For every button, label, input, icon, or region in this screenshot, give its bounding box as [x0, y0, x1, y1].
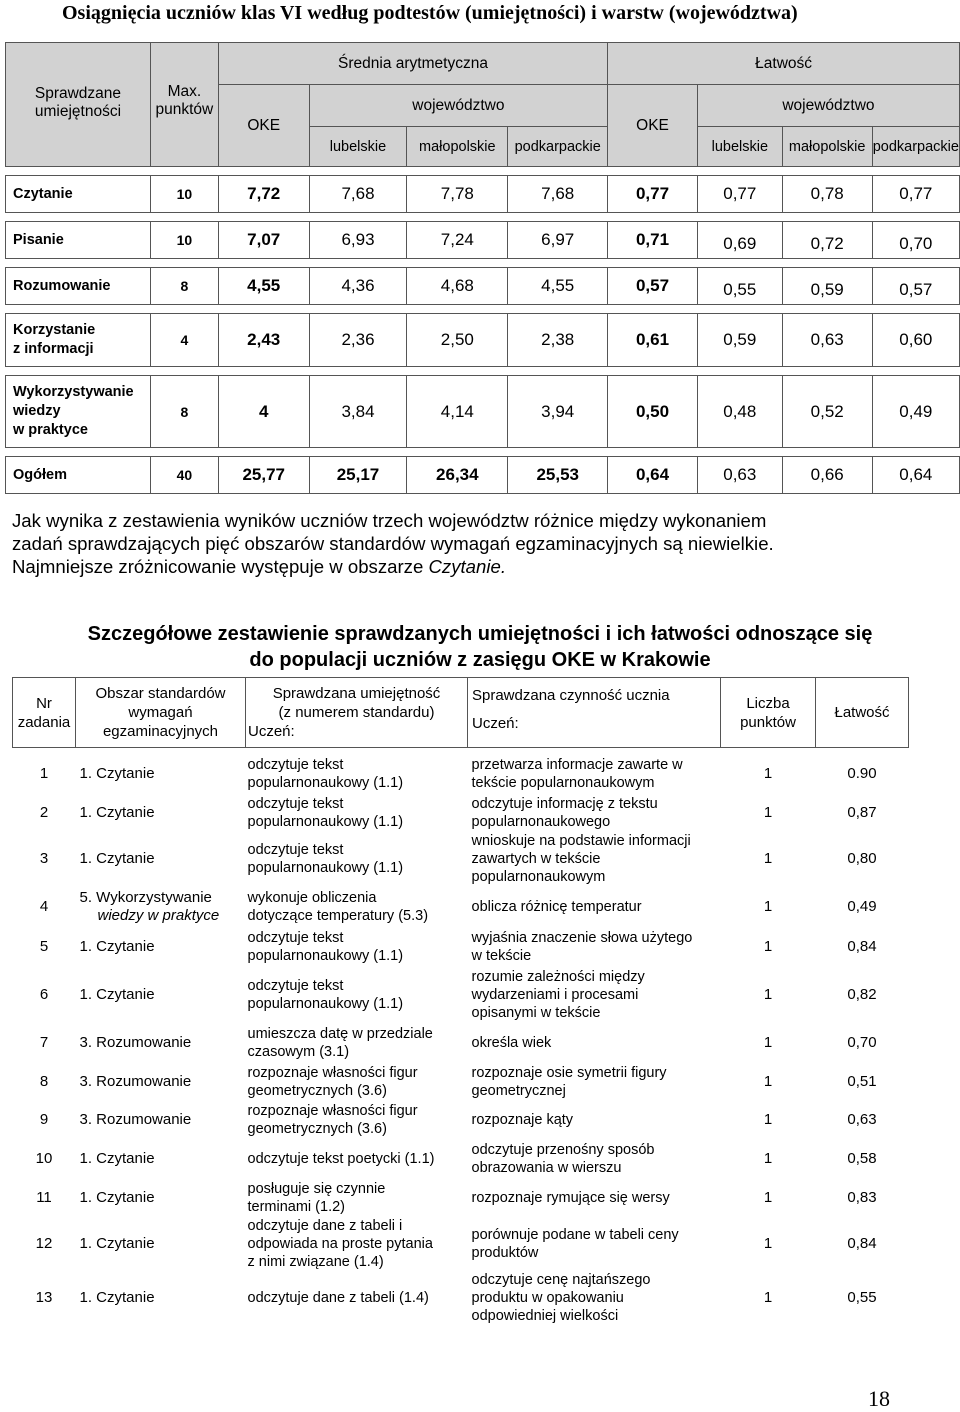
task-number: 8	[39, 1072, 49, 1090]
ease-value: 0,63	[697, 457, 782, 494]
checked-skill: rozpoznaje własności figur geometrycznych (3.6)	[247, 1064, 418, 1099]
oke-ease: 0,77	[608, 176, 698, 213]
mean-value: 4,55	[508, 268, 608, 305]
summary-paragraph: Jak wynika z zestawienia wyników uczniów trzech województw różnice między wykonaniem zadań sprawdzających pięć obszarów standardów wymagań egzaminacyjnych są niewielkie. Najmniejsze zróżnicowanie występuje w obszarze Czytanie.	[12, 510, 774, 577]
header-oke-mean: OKE	[218, 85, 309, 167]
ease-value: 0,87	[847, 803, 877, 821]
checked-skill: odczytuje tekst popularnonaukowy (1.1)	[247, 756, 404, 791]
standards-area: 1. Czytanie	[79, 1188, 155, 1206]
header-skills: Sprawdzane umiejętności	[6, 43, 151, 167]
checked-skill: odczytuje tekst popularnonaukowy (1.1)	[247, 842, 404, 876]
header-skill: Sprawdzana umiejętność (z numerem standardu) Uczeń:	[246, 678, 468, 748]
ease-value: 0,60	[872, 314, 959, 367]
ease-value: 0,72	[782, 222, 872, 259]
ease-value: 0,77	[872, 176, 959, 213]
student-activity: przetwarza informacje zawarte w tekście popularnonaukowym	[471, 756, 683, 791]
table-row	[13, 754, 909, 794]
oke-mean: 7,07	[218, 222, 309, 259]
student-activity: rozpoznaje rymujące się wersy	[471, 1189, 670, 1206]
mean-value: 7,78	[407, 176, 508, 213]
ease-value: 0,52	[782, 376, 872, 448]
checked-skill: wykonuje obliczenia dotyczące temperatury (5.3)	[247, 889, 429, 924]
checked-skill: odczytuje tekst popularnonaukowy (1.1)	[247, 795, 404, 830]
oke-mean: 4,55	[218, 268, 309, 305]
task-number: 1	[39, 764, 49, 782]
ease-value: 0,57	[872, 268, 959, 305]
points: 1	[763, 897, 773, 915]
points: 1	[763, 1110, 773, 1128]
header-standards-area: Obszar standardów wymagań egzaminacyjnych	[76, 678, 246, 748]
task-number: 12	[35, 1234, 53, 1252]
checked-skill: posługuje się czynnie terminami (1.2)	[247, 1180, 386, 1215]
checked-skill: odczytuje tekst popularnonaukowy (1.1)	[247, 977, 404, 1012]
max-points: 40	[150, 457, 218, 494]
points: 1	[763, 764, 773, 782]
table-row	[13, 1063, 909, 1101]
ease-value: 0,55	[697, 268, 782, 305]
table-row	[13, 1139, 909, 1179]
table-row	[13, 927, 909, 967]
ease-value: 0,70	[847, 1033, 877, 1051]
student-activity: odczytuje cenę najtańszego produktu w opakowaniu odpowiedniej wielkości	[471, 1271, 651, 1324]
standards-area: 1. Czytanie	[79, 985, 155, 1003]
row-label: Rozumowanie	[6, 268, 151, 305]
mean-value: 4,68	[407, 268, 508, 305]
checked-skill: odczytuje tekst poetycki (1.1)	[247, 1150, 435, 1167]
points: 1	[763, 1072, 773, 1090]
max-points: 10	[150, 176, 218, 213]
tasks-table-body	[13, 754, 909, 1325]
max-points: 8	[150, 268, 218, 305]
student-activity: oblicza różnicę temperatur	[471, 898, 642, 915]
points: 1	[763, 803, 773, 821]
mean-value: 2,50	[407, 314, 508, 367]
checked-skill: odczytuje tekst popularnonaukowy (1.1)	[247, 929, 404, 964]
oke-ease: 0,61	[608, 314, 698, 367]
task-number: 5	[39, 937, 49, 955]
header-region: podkarpackie	[508, 127, 608, 167]
standards-area: 3. Rozumowanie	[79, 1033, 192, 1051]
ease-value: 0,63	[847, 1110, 877, 1128]
table-row	[6, 268, 960, 305]
row-label: Pisanie	[6, 222, 151, 259]
mean-value: 7,68	[309, 176, 407, 213]
ease-value: 0,66	[782, 457, 872, 494]
ease-value: 0,49	[847, 897, 877, 915]
table-row	[6, 176, 960, 213]
oke-mean: 2,43	[218, 314, 309, 367]
header-points: Liczba punktów	[721, 678, 816, 748]
mean-value: 6,93	[309, 222, 407, 259]
student-activity: odczytuje informację z tekstu popularnonaukowego	[471, 795, 658, 830]
standards-area: 1. Czytanie	[79, 803, 155, 821]
standards-area: 3. Rozumowanie	[79, 1072, 192, 1090]
checked-skill: odczytuje dane z tabeli (1.4)	[247, 1289, 429, 1306]
task-number: 11	[36, 1188, 52, 1206]
table-row	[6, 376, 960, 448]
row-label: Ogółem	[6, 457, 151, 494]
mean-value: 7,68	[508, 176, 608, 213]
ease-value: 0,59	[782, 268, 872, 305]
mean-value: 4,36	[309, 268, 407, 305]
ease-value: 0,49	[872, 376, 959, 448]
table-row	[13, 1271, 909, 1325]
mean-value: 7,24	[407, 222, 508, 259]
header-region: lubelskie	[309, 127, 407, 167]
mean-value: 4,14	[407, 376, 508, 448]
task-number: 13	[35, 1288, 53, 1306]
header-oke-ease: OKE	[608, 85, 698, 167]
ease-value: 0,63	[782, 314, 872, 367]
section-heading: Szczegółowe zestawienie sprawdzanych umiejętności i ich łatwości odnoszące się do populacji uczniów z zasięgu OKE w Krakowie	[87, 623, 873, 671]
results-table	[5, 42, 960, 494]
table-row	[13, 1217, 909, 1271]
standards-area: 1. Czytanie	[79, 937, 155, 955]
max-points: 10	[150, 222, 218, 259]
table-row	[13, 887, 909, 927]
checked-skill: umieszcza datę w przedziale czasowym (3.1)	[247, 1025, 433, 1060]
header-mean: Średnia arytmetyczna	[218, 43, 607, 85]
header-task-number: Nr zadania	[13, 678, 76, 748]
table-row	[13, 832, 909, 887]
table-row	[13, 1179, 909, 1217]
student-activity: określa wiek	[471, 1034, 552, 1051]
table-row	[13, 1101, 909, 1139]
oke-ease: 0,50	[608, 376, 698, 448]
checked-skill: odczytuje dane z tabeli i odpowiada na proste pytania z nimi związane (1.4)	[247, 1217, 433, 1270]
student-activity: odczytuje przenośny sposób obrazowania w wierszu	[471, 1141, 655, 1176]
student-activity: rozpoznaje osie symetrii figury geometrycznej	[471, 1064, 667, 1099]
checked-skill: rozpoznaje własności figur geometrycznych (3.6)	[247, 1102, 418, 1137]
points: 1	[763, 1188, 773, 1206]
row-label: Wykorzystywanie wiedzy w praktyce	[6, 376, 151, 448]
tasks-table	[12, 677, 909, 1325]
ease-value: 0,78	[782, 176, 872, 213]
standards-area: 1. Czytanie	[79, 850, 155, 867]
ease-value: 0,77	[697, 176, 782, 213]
ease-value: 0,55	[847, 1288, 877, 1306]
mean-value: 3,94	[508, 376, 608, 448]
header-ease: Łatwość	[816, 678, 909, 748]
table-row	[13, 794, 909, 832]
ease-value: 0,69	[697, 222, 782, 259]
oke-ease: 0,71	[608, 222, 698, 259]
header-voivodeship-mean: województwo	[309, 85, 608, 127]
header-region: małopolskie	[782, 127, 872, 167]
header-region: małopolskie	[407, 127, 508, 167]
points: 1	[763, 937, 773, 955]
standards-area: 1. Czytanie	[79, 1149, 155, 1167]
points: 1	[763, 985, 773, 1003]
student-activity: wnioskuje na podstawie informacji zawartych w tekście popularnonaukowym	[471, 833, 691, 885]
standards-area: 5. Wykorzystywanie wiedzy w praktyce	[79, 888, 220, 924]
mean-value: 25,17	[309, 457, 407, 494]
table-row-total	[6, 457, 960, 494]
header-max-points: Max. punktów	[150, 43, 218, 167]
ease-value: 0,83	[847, 1188, 877, 1206]
table-row	[6, 314, 960, 367]
oke-ease: 0,64	[608, 457, 698, 494]
table-row	[6, 222, 960, 259]
task-number: 4	[39, 897, 49, 915]
task-number: 7	[39, 1033, 49, 1051]
oke-mean: 4	[218, 376, 309, 448]
mean-value: 26,34	[407, 457, 508, 494]
header-ease: Łatwość	[608, 43, 960, 85]
points: 1	[763, 1033, 773, 1051]
points: 1	[763, 1149, 773, 1167]
table-row	[13, 967, 909, 1023]
ease-value: 0.90	[847, 764, 877, 782]
ease-value: 0,80	[847, 850, 877, 867]
student-activity: wyjaśnia znaczenie słowa użytego w tekście	[471, 929, 693, 964]
oke-mean: 7,72	[218, 176, 309, 213]
student-activity: rozpoznaje kąty	[471, 1111, 574, 1128]
ease-value: 0,51	[847, 1072, 877, 1090]
row-label: Czytanie	[6, 176, 151, 213]
header-region: lubelskie	[697, 127, 782, 167]
mean-value: 6,97	[508, 222, 608, 259]
ease-value: 0,84	[847, 937, 877, 955]
task-number: 3	[39, 850, 49, 867]
points: 1	[763, 850, 773, 867]
page-number: 18	[868, 1386, 890, 1411]
mean-value: 2,36	[309, 314, 407, 367]
task-number: 9	[39, 1110, 49, 1128]
page-title: Osiągnięcia uczniów klas VI według podtestów (umiejętności) i warstw (województwa)	[62, 2, 798, 24]
row-label: Korzystanie z informacji	[6, 314, 151, 367]
points: 1	[763, 1234, 773, 1252]
ease-value: 0,58	[847, 1149, 877, 1167]
ease-value: 0,59	[697, 314, 782, 367]
standards-area: 1. Czytanie	[79, 1288, 155, 1306]
header-voivodeship-ease: województwo	[697, 85, 959, 127]
task-number: 10	[35, 1149, 53, 1167]
ease-value: 0,84	[847, 1234, 877, 1252]
max-points: 8	[150, 376, 218, 448]
student-activity: rozumie zależności między wydarzeniami i procesami opisanymi w tekście	[471, 968, 645, 1021]
ease-value: 0,64	[872, 457, 959, 494]
ease-value: 0,48	[697, 376, 782, 448]
ease-value: 0,82	[847, 985, 877, 1003]
oke-mean: 25,77	[218, 457, 309, 494]
header-region: podkarpackie	[872, 127, 959, 167]
table-row	[13, 1023, 909, 1063]
ease-value: 0,70	[872, 222, 959, 259]
standards-area: 3. Rozumowanie	[79, 1110, 192, 1128]
task-number: 6	[39, 985, 49, 1003]
mean-value: 3,84	[309, 376, 407, 448]
points: 1	[763, 1288, 773, 1306]
task-number: 2	[39, 803, 49, 821]
mean-value: 2,38	[508, 314, 608, 367]
student-activity: porównuje podane w tabeli ceny produktów	[471, 1226, 679, 1261]
max-points: 4	[150, 314, 218, 367]
standards-area: 1. Czytanie	[79, 764, 155, 782]
standards-area: 1. Czytanie	[79, 1234, 155, 1252]
mean-value: 25,53	[508, 457, 608, 494]
header-activity: Sprawdzana czynność ucznia Uczeń:	[468, 678, 721, 748]
oke-ease: 0,57	[608, 268, 698, 305]
